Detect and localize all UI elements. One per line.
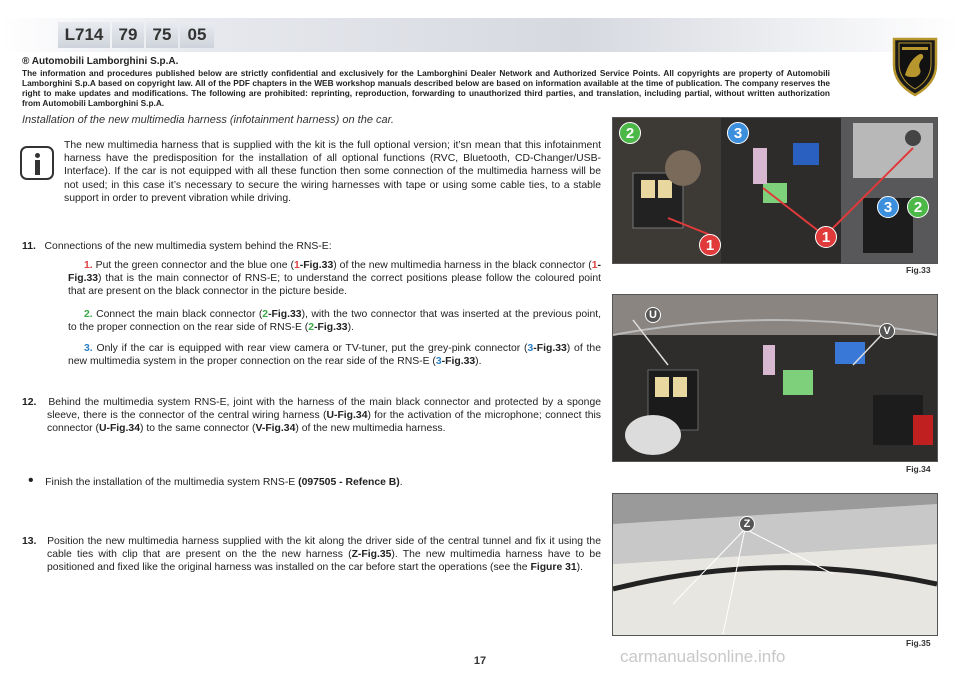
marker-u: U — [645, 307, 661, 323]
step-11 — [22, 240, 601, 253]
marker-z: Z — [739, 516, 755, 532]
ref-figure: -Fig.33 — [314, 322, 348, 334]
bullet-symbol: • — [28, 472, 34, 489]
doc-code-4: 05 — [180, 22, 214, 48]
figure-35-illustration — [613, 494, 937, 635]
figure-34-photo — [612, 294, 938, 462]
ref-number: 2 — [308, 322, 315, 334]
text-fragment: Only if the car is equipped with rear view camera or TV-tuner, put the grey-pink connector ( — [96, 343, 528, 354]
doc-code-3: 75 — [146, 22, 178, 48]
ref-number: 1 — [293, 260, 300, 271]
marker-3b: 3 — [877, 196, 899, 218]
info-note: The new multimedia harness that is supplied with the kit is the full optional version; it’sn mean that this infotainment harness have the predisposition for the installation of all optional functions (RVC, Bluetooth, CD-Changer/USB-Interface). If the car is not equipped with all these function then some connection of the multimedia harness will be not used; in this case it’s necessary to secure the wiring harnesses with tape or using some cable ties, to a stable support in order to prevent vibration while driving. — [64, 140, 601, 204]
step-11-sub-2 — [68, 308, 601, 334]
ref-figure: U-Fig.34 — [326, 410, 368, 422]
sub-number: 3. — [84, 343, 93, 354]
copyright-title: ® Automobili Lamborghini S.p.A. — [22, 56, 179, 67]
figure-35-photo — [612, 493, 938, 636]
text-fragment: Finish the installation of the multimedia system RNS-E — [45, 477, 299, 488]
figure-34-illustration — [613, 295, 937, 461]
text-fragment: ) to the same connector ( — [139, 423, 256, 435]
ref-figure: -Fig.33 — [268, 309, 302, 320]
ref-figure: -Fig.33 — [299, 260, 334, 271]
ref-number: 1 — [591, 260, 598, 271]
doc-code-2: 79 — [112, 22, 144, 48]
figure-35-caption: Fig.35 — [906, 638, 931, 648]
step-11-sub-3 — [68, 342, 601, 368]
sub-number: 1. — [84, 260, 93, 271]
text-fragment: ), with the two connector that was inserted at the previous point, to the proper connection on the rear side of RNS-E ( — [68, 309, 601, 334]
ref-figure: Z-Fig.35 — [351, 549, 392, 561]
bullet-item — [28, 474, 601, 489]
figure-33-caption: Fig.33 — [906, 265, 931, 275]
text-fragment: Position the new multimedia harness supplied with the kit along the driver side of the central tunnel and fix it using the cable ties with clip that are present on the the new harness ( — [47, 536, 601, 561]
text-fragment: Behind the multimedia system RNS-E, joint with the harness of the main black connector and protected by a sponge sleeve, there is the connector of the central wiring harness ( — [47, 397, 601, 422]
lamborghini-logo — [890, 35, 940, 97]
ref-figure: -Fig.33 — [533, 343, 567, 354]
figure-33-photo — [612, 117, 938, 264]
figure-33-illustration — [613, 118, 937, 263]
text-fragment: ). — [347, 322, 354, 334]
step-number: 12. — [22, 397, 37, 408]
header-bar — [0, 18, 960, 52]
copyright-notice — [22, 56, 830, 108]
page-number: 17 — [473, 655, 487, 667]
doc-code-1: L714 — [58, 22, 110, 48]
watermark: carmanualsonline.info — [620, 647, 786, 666]
ref-figure: -Fig.33 — [441, 356, 476, 368]
ref-figure: V-Fig.34 — [255, 423, 296, 435]
text-fragment: ) for the activation of the microphone; connect this connector ( — [47, 410, 602, 435]
step-12 — [22, 396, 601, 436]
text-fragment: ). — [576, 562, 584, 574]
ref-figure: -Fig.33 — [68, 260, 601, 285]
marker-3: 3 — [727, 122, 749, 144]
ref-number: 2 — [262, 309, 269, 320]
step-number: 11. — [22, 241, 36, 252]
text-fragment: ) that is the main connector of RNS-E; to understand the correct positions please follow the coloured point that are present on the black connector in the picture beside. — [68, 273, 601, 298]
ref-number: 3 — [435, 356, 442, 368]
ref-figure: U-Fig.34 — [98, 423, 140, 435]
figure-34-caption: Fig.34 — [906, 464, 931, 474]
step-13 — [22, 535, 601, 575]
text-fragment: Connect the main black connector ( — [96, 309, 263, 320]
ref-figure: Figure 31 — [530, 562, 577, 574]
text-fragment: ). The new multimedia harness have to be positioned and fixed like the original harness was installed on the car before start the operations (see the — [47, 549, 601, 574]
marker-1b: 1 — [815, 226, 837, 248]
text-fragment: ) of the new multimedia harness. — [295, 423, 446, 435]
text-fragment: ) of the new multimedia harness in the black connector ( — [333, 260, 592, 271]
text-fragment: Put the green connector and the blue one ( — [95, 260, 294, 271]
marker-v: V — [879, 323, 895, 339]
sub-number: 2. — [84, 309, 93, 320]
step-11-sub-1 — [68, 259, 601, 299]
text-fragment: ). — [475, 356, 482, 368]
section-title: Installation of the new multimedia harness (infotainment harness) on the car. — [22, 114, 394, 126]
step-text: Connections of the new multimedia system behind the RNS-E: — [44, 241, 332, 252]
step-number: 13. — [22, 536, 37, 547]
text-fragment: ) of the new multimedia system in the proper connection on the rear side of the RNS-E ( — [68, 343, 601, 368]
ref-number: 3 — [527, 343, 534, 354]
marker-2: 2 — [619, 122, 641, 144]
marker-1: 1 — [699, 234, 721, 256]
info-icon — [20, 146, 54, 180]
copyright-body: The information and procedures published below are strictly confidential and exclusively for the Lamborghini Dealer Network and Authorized Service Points. All copyrights are property of Automobili Lamborghini S.p.A based on copyright law. All of the PDF chapters in the WEB workshop manuals described below are based on information available at the time of publication. The company reserves the right to make updates and modifications. The following are prohibited: reprinting, reproduction, forwarding to unauthorized third parties, and translation, including partial, without written authorization from Automobili Lamborghini S.p.A. — [22, 68, 830, 108]
ref-document: (097505 - Refence B) — [298, 477, 400, 488]
text-fragment: . — [399, 477, 403, 488]
marker-2b: 2 — [907, 196, 929, 218]
